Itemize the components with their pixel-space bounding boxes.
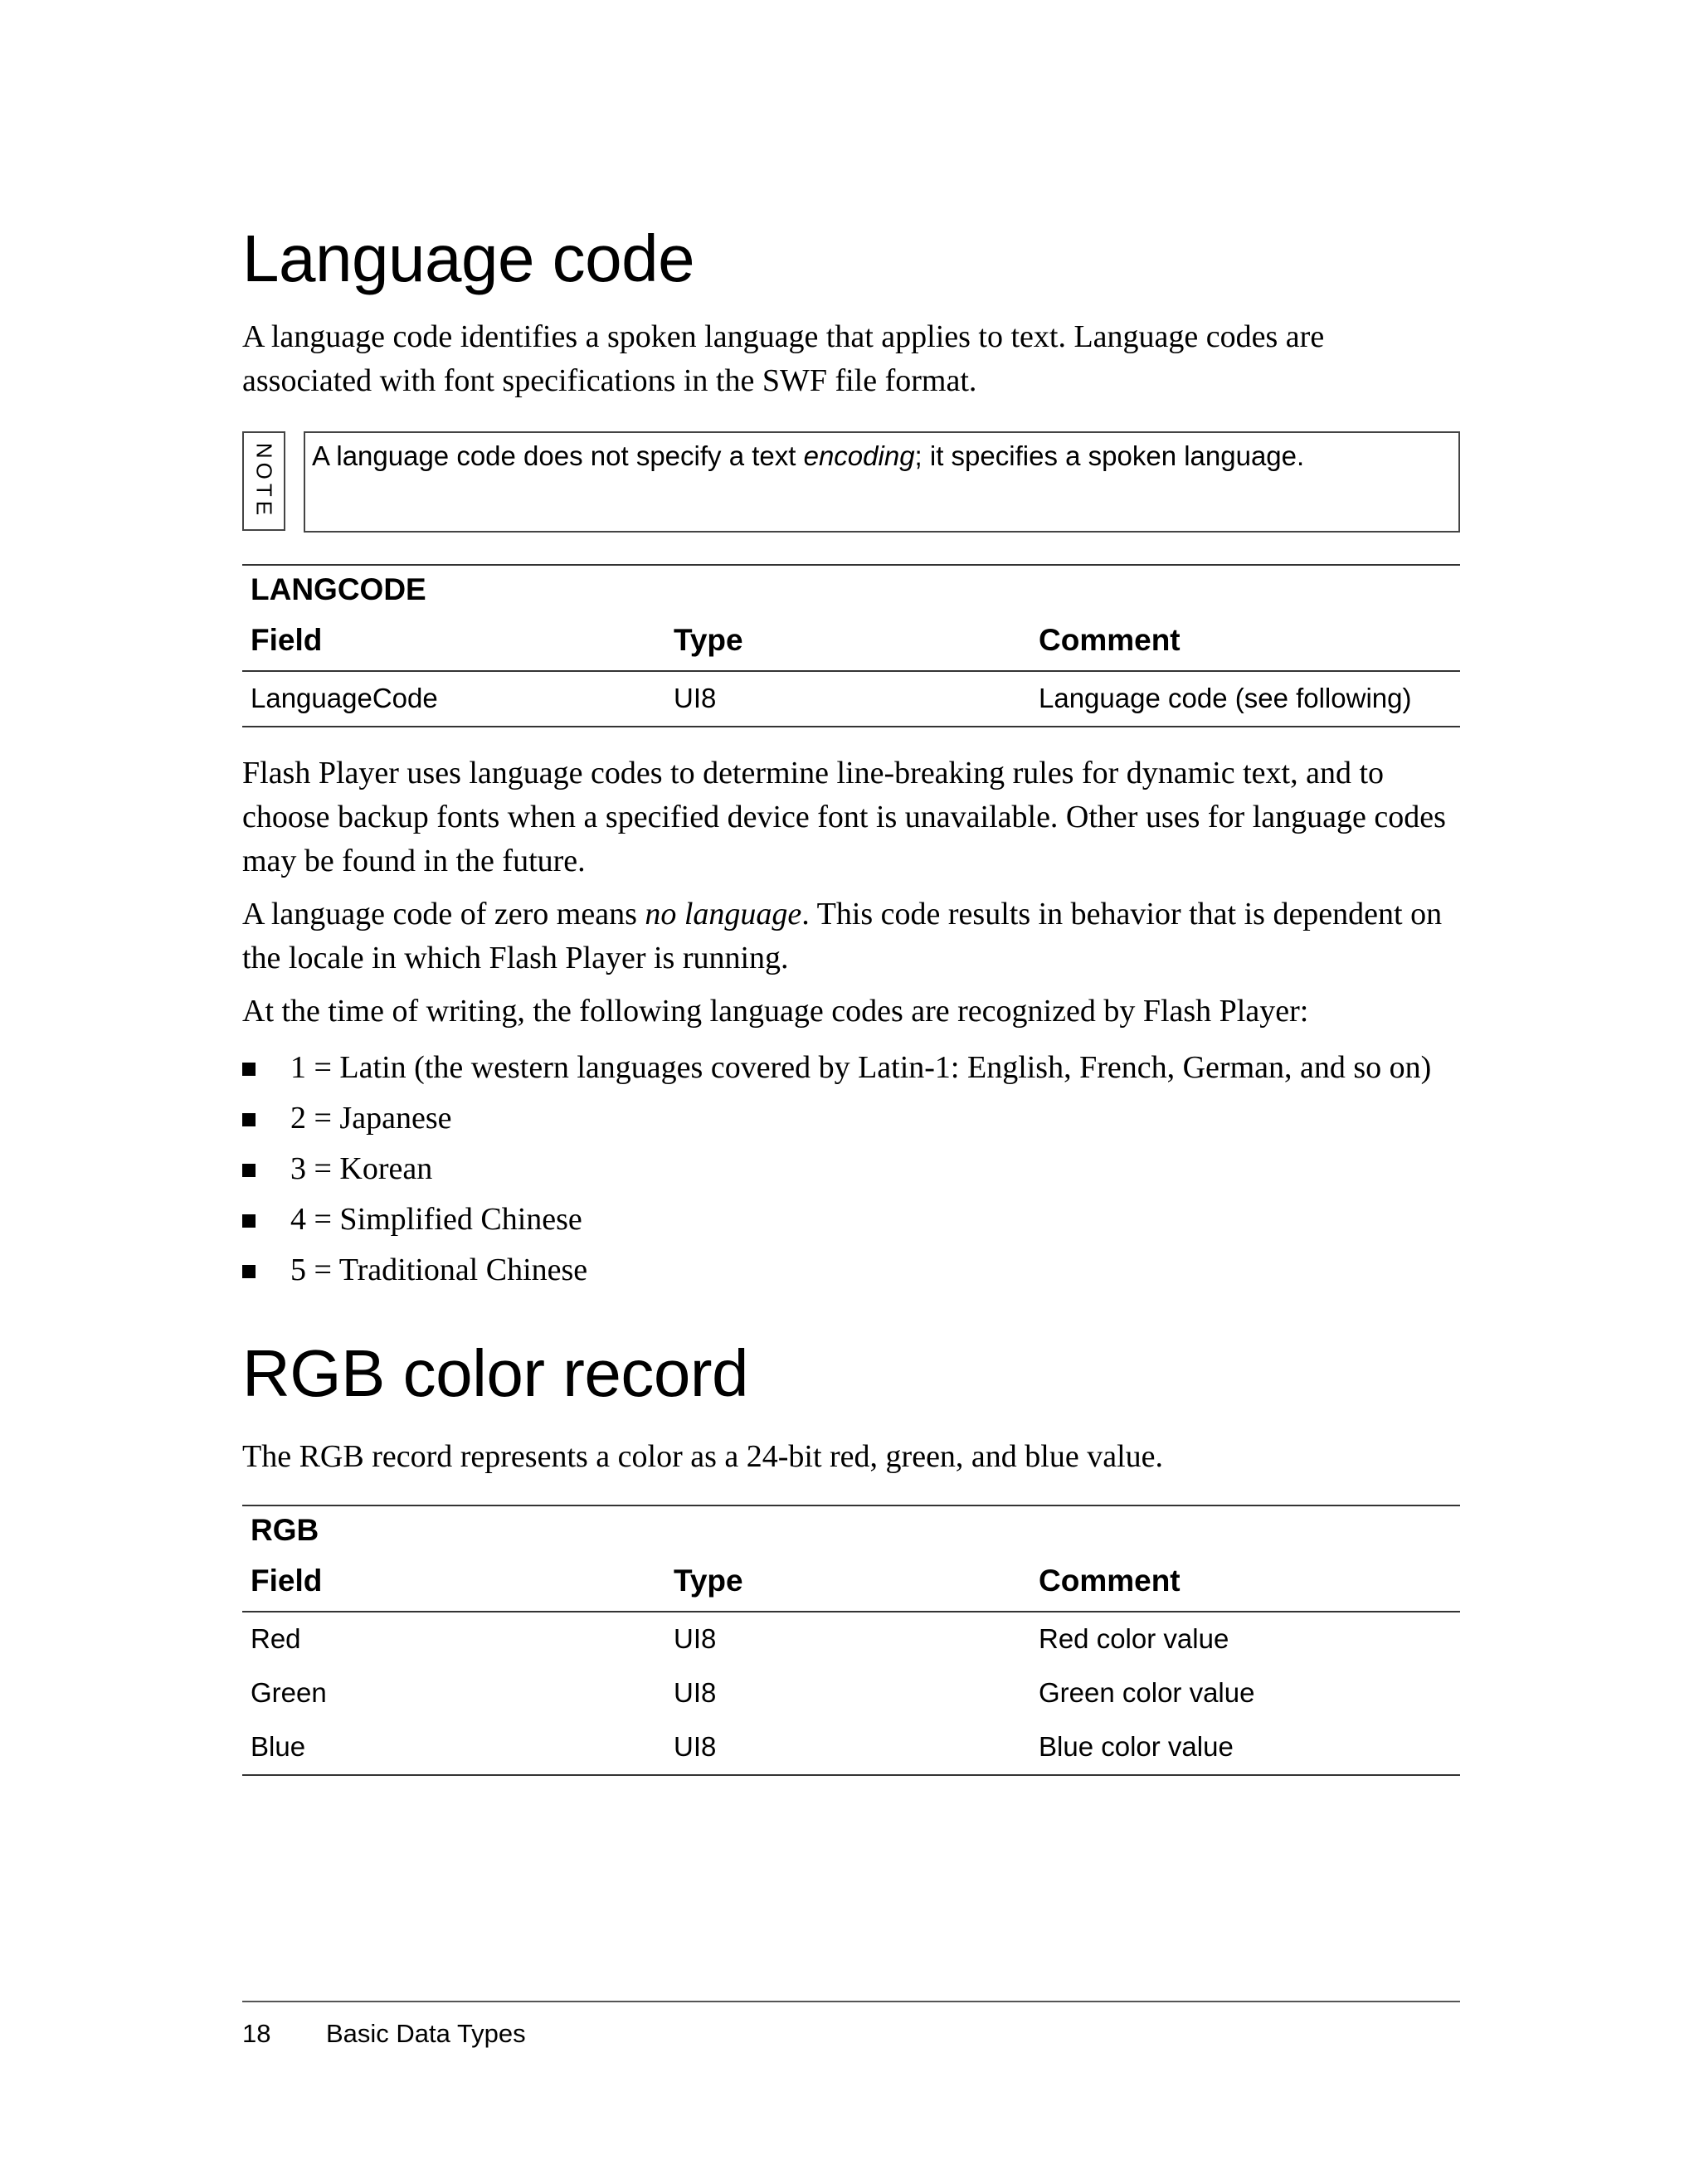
cell-field: Green (251, 1677, 327, 1708)
square-bullet-icon (242, 1113, 256, 1126)
cell-comment: Blue color value (1039, 1731, 1234, 1762)
square-bullet-icon (242, 1265, 256, 1278)
cell-field: Red (251, 1623, 301, 1654)
square-bullet-icon (242, 1164, 256, 1177)
intro-paragraph (242, 315, 1460, 403)
list-item (242, 1245, 1460, 1296)
note-text-before: A language code does not specify a text (312, 440, 804, 471)
p1-line-2: choose backup fonts when a specified device font is unavailable. Other uses for language codes (242, 800, 1446, 834)
cell-comment: Red color value (1039, 1623, 1229, 1654)
body-paragraph-2 (242, 893, 1460, 980)
note-box (304, 431, 1460, 533)
list-item-text: 3 = Korean (290, 1151, 433, 1186)
footer-divider (242, 2001, 1460, 2002)
header-type: Type (674, 623, 743, 657)
note-text-after: ; it specifies a spoken language. (914, 440, 1305, 471)
header-field: Field (251, 623, 323, 657)
square-bullet-icon (242, 1063, 256, 1076)
langcode-table (242, 564, 1460, 727)
list-item-text: 2 = Japanese (290, 1101, 452, 1136)
note-callout (242, 431, 1460, 533)
header-comment: Comment (1039, 623, 1181, 657)
table-header-row (242, 614, 1460, 672)
section-title-rgb-color-record: RGB color record (242, 1336, 748, 1410)
rgb-intro-paragraph: The RGB record represents a color as a 24-bit red, green, and blue value. (242, 1439, 1164, 1474)
table-row (242, 1666, 1460, 1720)
cell-type: UI8 (674, 683, 717, 713)
list-item (242, 1144, 1460, 1194)
cell-type: UI8 (674, 1623, 717, 1654)
cell-type: UI8 (674, 1677, 717, 1708)
p2-line-2: the locale in which Flash Player is running. (242, 941, 789, 975)
cell-type: UI8 (674, 1731, 717, 1762)
list-item (242, 1093, 1460, 1144)
cell-comment: Language code (see following) (1039, 683, 1412, 713)
list-item-text: 1 = Latin (the western languages covered by Latin-1: English, French, German, and so on) (290, 1050, 1432, 1085)
intro-line-2: associated with font specifications in the SWF file format. (242, 363, 977, 398)
table-row (242, 672, 1460, 727)
note-text-emphasis: encoding (803, 440, 915, 471)
note-tab (242, 431, 285, 531)
p1-line-1: Flash Player uses language codes to determine line-breaking rules for dynamic text, and to (242, 756, 1385, 790)
page-number: 18 (242, 2019, 271, 2048)
intro-line-1: A language code identifies a spoken language that applies to text. Language codes are (242, 319, 1325, 354)
square-bullet-icon (242, 1214, 256, 1228)
header-comment: Comment (1039, 1564, 1181, 1598)
list-item (242, 1043, 1460, 1093)
list-item-text: 4 = Simplified Chinese (290, 1202, 582, 1237)
list-item (242, 1194, 1460, 1245)
note-label: NOTE (251, 442, 277, 520)
list-item-text: 5 = Traditional Chinese (290, 1253, 588, 1287)
body-paragraph-3: At the time of writing, the following language codes are recognized by Flash Player: (242, 994, 1309, 1029)
p1-line-3: may be found in the future. (242, 844, 586, 878)
table-header-row (242, 1554, 1460, 1612)
footer-chapter-title: Basic Data Types (326, 2019, 526, 2048)
cell-field: LanguageCode (251, 683, 438, 713)
p2-before: A language code of zero means (242, 897, 645, 931)
header-type: Type (674, 1564, 743, 1598)
language-code-list (242, 1043, 1460, 1296)
cell-comment: Green color value (1039, 1677, 1255, 1708)
p2-after: . This code results in behavior that is dependent on (801, 897, 1443, 931)
p2-emphasis: no language (645, 897, 802, 931)
section-title-language-code: Language code (242, 221, 695, 295)
table-name: RGB (251, 1513, 319, 1547)
rgb-table (242, 1505, 1460, 1776)
table-name: LANGCODE (251, 572, 426, 606)
table-row (242, 1612, 1460, 1666)
cell-field: Blue (251, 1731, 306, 1762)
table-row (242, 1720, 1460, 1776)
document-page (242, 0, 1460, 2184)
body-paragraph-1 (242, 752, 1460, 883)
header-field: Field (251, 1564, 323, 1598)
